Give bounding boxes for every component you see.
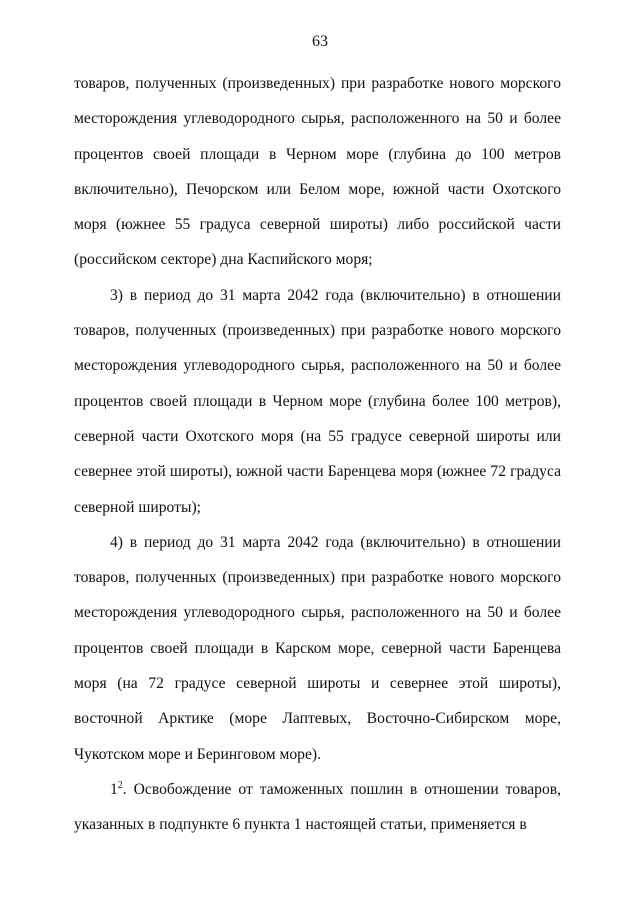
document-body [74, 66, 561, 843]
clause-text: . Освобождение от таможенных пошлин в отношении товаров, указанных в подпункте 6 пункта 1 настоящей статьи, применяется в [74, 780, 561, 834]
paragraph-item-3: 3) в период до 31 марта 2042 года (включительно) в отношении товаров, полученных (произведенных) при разработке нового морского месторождения углеводородного сырья, расположенного на 50 и более процентов своей площади в Черном море (глубина более 100 метров), северной части Охотского моря (на 55 градусе северной широты или севернее этой широты), южной части Баренцева моря (южнее 72 градуса северной широты); [74, 286, 561, 516]
paragraph-item-4: 4) в период до 31 марта 2042 года (включительно) в отношении товаров, полученных (произведенных) при разработке нового морского месторождения углеводородного сырья, расположенного на 50 и более процентов своей площади в Карском море, северной части Баренцева моря (на 72 градусе северной широты и севернее этой широты), восточной Арктике (море Лаптевых, Восточно-Сибирском море, Чукотском море и Беринговом море). [74, 533, 561, 763]
clause-superscript: 2 [117, 779, 123, 791]
page-number: 63 [312, 33, 328, 50]
paragraph-clause-1-2 [74, 772, 561, 843]
clause-number: 1 [110, 780, 118, 798]
paragraph-continuation: товаров, полученных (произведенных) при разработке нового морского месторождения углеводородного сырья, расположенного на 50 и более процентов своей площади в Черном море (глубина до 100 метров включительно), Печорском или Белом море, южной части Охотского моря (южнее 55 градуса северной широты) либо российской части (российском секторе) дна Каспийского моря; [74, 75, 561, 269]
